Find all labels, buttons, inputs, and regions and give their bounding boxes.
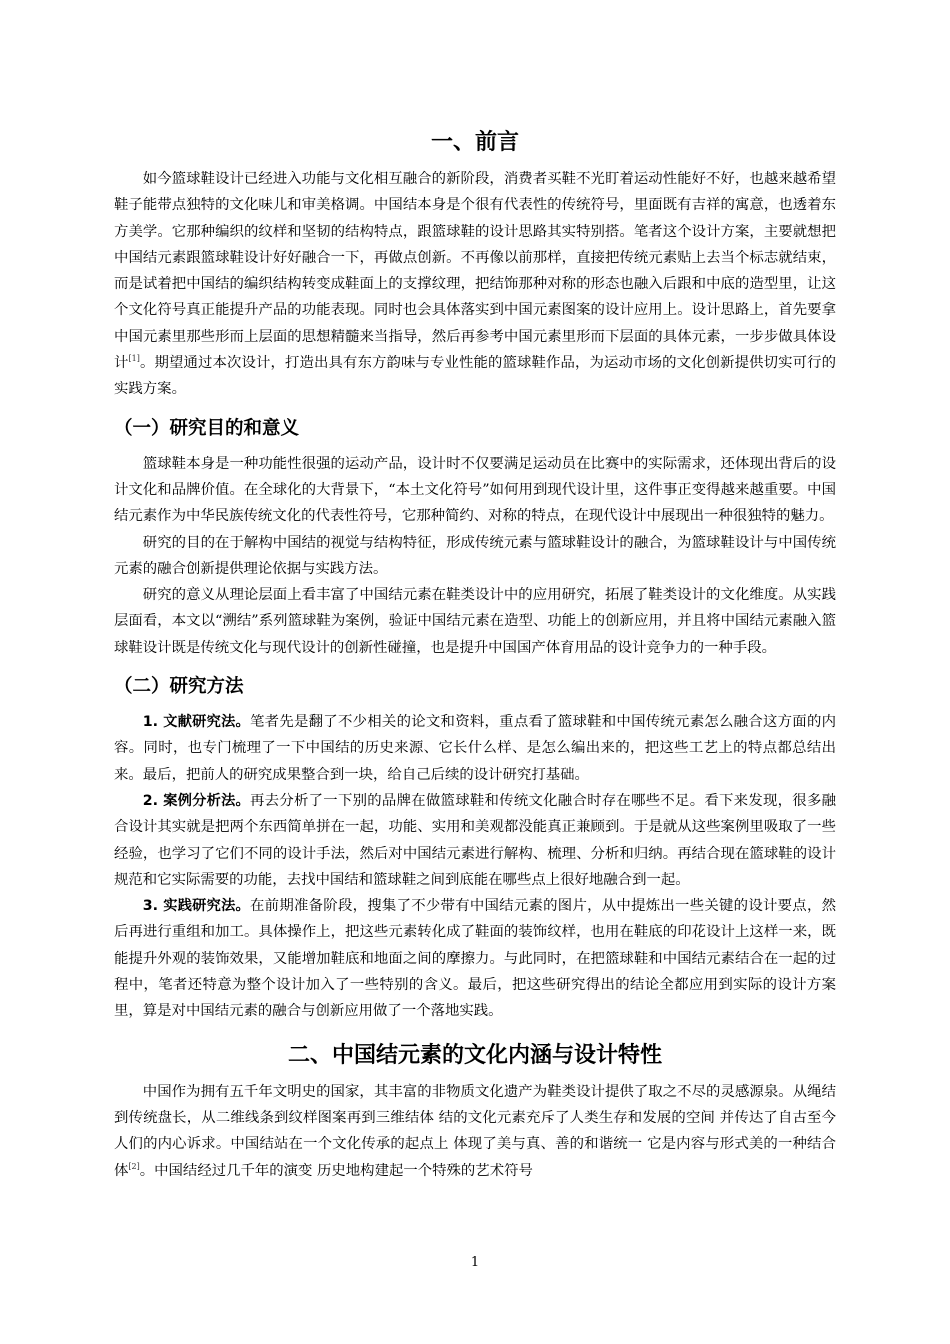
method-practice-lead: 3. 实践研究法。: [142, 898, 250, 915]
preface-text: 如今篮球鞋设计已经进入功能与文化相互融合的新阶段，消费者买鞋不光盯着运动性能好不好，也越来越希望鞋子能带点独特的文化味儿和审美格调。中国结本身是个很有代表性的传统符号，里面既有吉祥的寓意，也透着东方美学。它那种编织的纹样和坚韧的结构特点，跟篮球鞋的设计思路其实特别搭。笔者这个设计方案，主要就想把中国结元素跟篮球鞋设计好好融合一下，再做点创新。不再像以前那样，直接把传统元素贴上去当个标志就结束，而是试着把中国结的编织结构转变成鞋面上的支撑纹理，把结饰那种对称的形态也融入后跟和中底的造型里，让这个文化符号真正能提升产品的功能表现。同时也会具体落实到中国元素图案的设计应用上。设计思路上，首先要拿中国元素里那些形而上层面的思想精髓来当指导，然后再参考中国元素里形而下层面的具体元素，一步步做具体设计: [114, 171, 836, 372]
method-case-analysis: [114, 788, 836, 893]
page-content: [114, 128, 836, 1184]
section-heading-preface: 一、前言: [430, 130, 519, 155]
culture-text: 中国作为拥有五千年文明史的国家，其丰富的非物质文化遗产为鞋类设计提供了取之不尽的灵感源泉。从绳结到传统盘长，从二维线条到纹样图案再到三维结体 结的文化元素充斥了人类生存和发展的空间 并传达了自古至今人们的内心诉求。中国结站在一个文化传承的起点上 体现了美与真、善的和谐统一 它是内容与形式美的一种结合体: [114, 1083, 836, 1179]
method-practice: [114, 893, 836, 1024]
page-number: 1: [470, 1255, 480, 1270]
subheading-methods: （二）研究方法: [114, 676, 244, 698]
subheading-purpose: （一）研究目的和意义: [114, 417, 300, 439]
method-case-lead: 2. 案例分析法。: [142, 792, 250, 809]
purpose-paragraph-1: 篮球鞋本身是一种功能性很强的运动产品，设计时不仅要满足运动员在比赛中的实际需求，还体现出背后的设计文化和品牌价值。在全球化的大背景下，“本土文化符号”如何用到现代设计里，这件事正变得越来越重要。中国结元素作为中华民族传统文化的代表性符号，它那种简约、对称的特点，在现代设计中展现出一种很独特的魅力。: [114, 455, 836, 525]
preface-paragraph: [114, 166, 836, 403]
method-literature-lead: 1. 文献研究法。: [142, 714, 250, 731]
purpose-paragraph-2: 研究的目的在于解构中国结的视觉与结构特征，形成传统元素与篮球鞋设计的融合，为篮球鞋设计与中国传统元素的融合创新提供理论依据与实践方法。: [114, 534, 836, 577]
citation-2: [2]: [128, 1161, 140, 1171]
culture-text-end: 。中国结经过几千年的演变 历史地构建起一个特殊的艺术符号: [139, 1162, 533, 1179]
method-case-text: 再去分析了一下别的品牌在做篮球鞋和传统文化融合时存在哪些不足。看下来发现，很多融合设计其实就是把两个东西简单拼在一起，功能、实用和美观都没能真正兼顾到。于是就从这些案例里吸取了一些经验，也学习了它们不同的设计手法，然后对中国结元素进行解构、梳理、分析和归纳。再结合现在篮球鞋的设计规范和它实际需要的功能，去找中国结和篮球鞋之间到底能在哪些点上很好地融合到一起。: [114, 792, 837, 888]
preface-text-end: 。期望通过本次设计，打造出具有东方韵味与专业性能的篮球鞋作品，为运动市场的文化创新提供切实可行的实践方案。: [114, 355, 836, 398]
method-practice-text: 在前期准备阶段，搜集了不少带有中国结元素的图片，从中提炼出一些关键的设计要点，然后再进行重组和加工。具体操作上，把这些元素转化成了鞋面的装饰纹样，也用在鞋底的印花设计上这样一来，既能提升外观的装饰效果，又能增加鞋底和地面之间的摩擦力。与此同时，在把篮球鞋和中国结元素结合在一起的过程中，笔者还特意为整个设计加入了一些特别的含义。最后，把这些研究得出的结论全都应用到实际的设计方案里，算是对中国结元素的融合与创新应用做了一个落地实践。: [114, 898, 837, 1020]
purpose-paragraph-3: 研究的意义从理论层面上看丰富了中国结元素在鞋类设计中的应用研究，拓展了鞋类设计的文化维度。从实践层面看，本文以“溯结”系列篮球鞋为案例，验证中国结元素在造型、功能上的创新应用，并且将中国结元素融入篮球鞋设计既是传统文化与现代设计的创新性碰撞，也是提升中国国产体育用品的设计竞争力的一种手段。: [114, 587, 836, 656]
culture-paragraph: [114, 1079, 836, 1184]
method-literature-text: 笔者先是翻了不少相关的论文和资料，重点看了篮球鞋和中国传统元素怎么融合这方面的内容。同时，也专门梳理了一下中国结的历史来源、它长什么样、是怎么编出来的，把这些工艺上的特点都总结出来。最后，把前人的研究成果整合到一块，给自己后续的设计研究打基础。: [114, 714, 837, 783]
method-literature: [114, 709, 836, 788]
citation-1: [1]: [128, 354, 140, 364]
section-heading-culture: 二、中国结元素的文化内涵与设计特性: [287, 1042, 662, 1068]
